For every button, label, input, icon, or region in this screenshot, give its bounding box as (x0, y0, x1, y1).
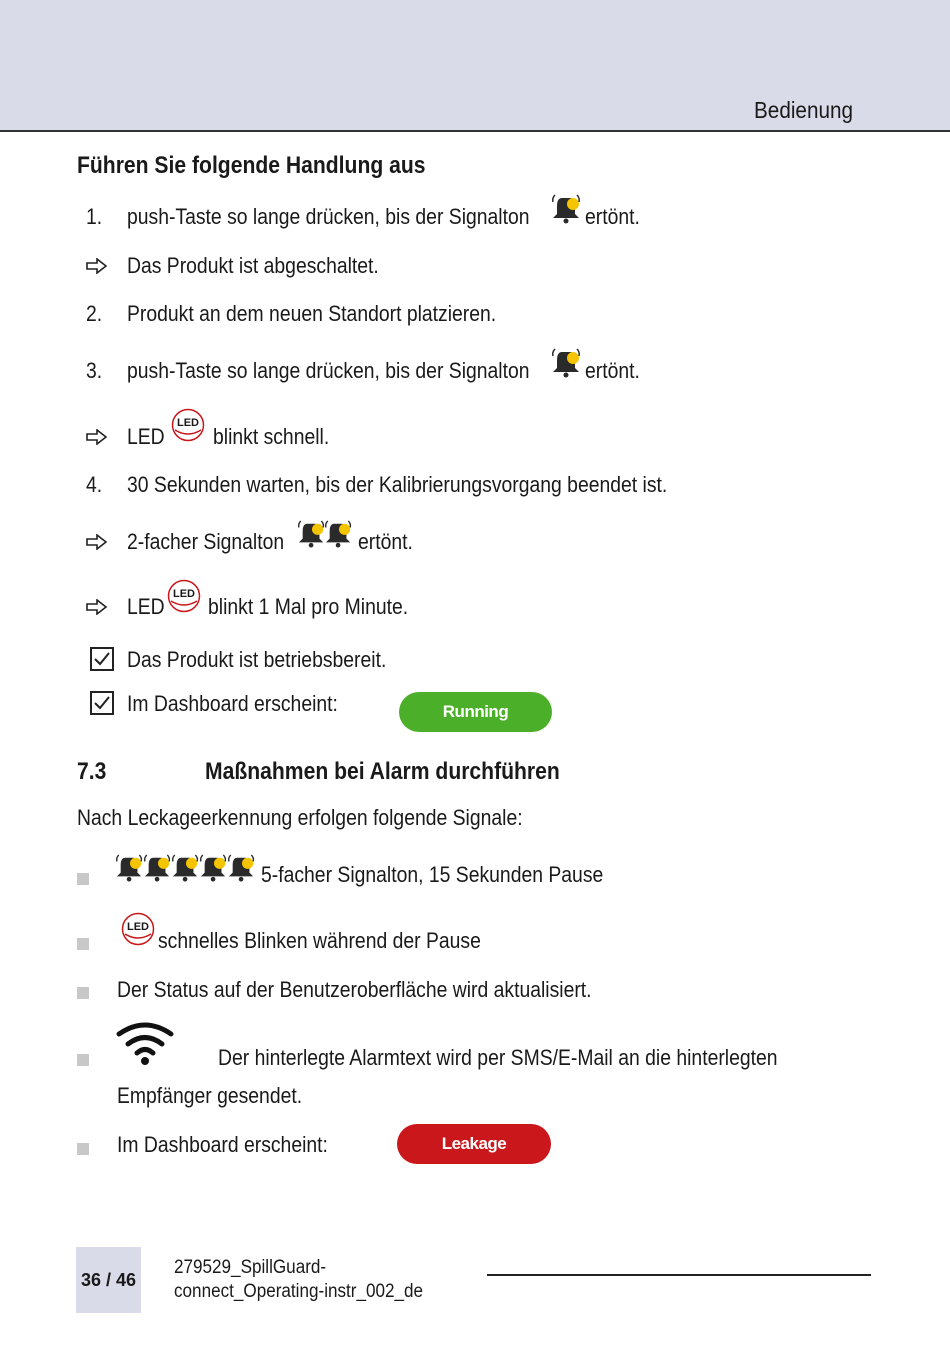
step-text: push-Taste so lange drücken, bis der Signalton (127, 204, 530, 229)
result-text-after: blinkt schnell. (213, 424, 330, 449)
result-text-after: blinkt 1 Mal pro Minute. (208, 594, 409, 619)
step-text: Produkt an dem neuen Standort platzieren. (127, 301, 497, 326)
step-number: 3. (86, 358, 103, 383)
result-text: Im Dashboard erscheint: (127, 691, 338, 716)
footer-rule (487, 1274, 871, 1276)
bullet (77, 987, 89, 999)
led-icon: LED (121, 912, 155, 946)
led-icon: LED (167, 579, 201, 613)
step-number: 4. (86, 472, 103, 497)
section-title: Maßnahmen bei Alarm durchführen (205, 758, 560, 785)
step-text-after: ertönt. (585, 358, 640, 383)
result-text: 2-facher Signalton (127, 529, 285, 554)
signal-text-continued: Empfänger gesendet. (117, 1083, 303, 1108)
result-arrow-icon (86, 534, 108, 550)
result-arrow-icon (86, 258, 108, 274)
wifi-icon (116, 1022, 174, 1066)
header-rule (0, 130, 950, 132)
bullet (77, 1143, 89, 1155)
five-signal-bell-icon (116, 852, 258, 884)
step-text-after: ertönt. (585, 204, 640, 229)
signal-bell-icon (552, 194, 582, 224)
signal-text: Der Status auf der Benutzeroberfläche wird aktualisiert. (117, 977, 592, 1002)
led-icon: LED (171, 408, 205, 442)
result-text: Das Produkt ist betriebsbereit. (127, 647, 387, 672)
result-text: LED (127, 424, 165, 449)
signal-text: 5-facher Signalton, 15 Sekunden Pause (261, 862, 604, 887)
result-text-after: ertönt. (358, 529, 413, 554)
page-number: 36 / 46 (76, 1247, 141, 1313)
document-id (174, 1256, 423, 1304)
bullet (77, 873, 89, 885)
running-status-badge: Running (399, 692, 552, 732)
signal-text: Im Dashboard erscheint: (117, 1132, 328, 1157)
signal-bell-icon (552, 348, 582, 378)
step-number: 1. (86, 204, 103, 229)
result-text: LED (127, 594, 165, 619)
procedure-heading: Führen Sie folgende Handlung aus (77, 152, 426, 179)
leakage-status-badge: Leakage (397, 1124, 551, 1164)
bullet (77, 938, 89, 950)
signal-text: schnelles Blinken während der Pause (158, 928, 481, 953)
bullet (77, 1054, 89, 1066)
result-text: Das Produkt ist abgeschaltet. (127, 253, 379, 278)
checkmark-icon (90, 647, 114, 671)
document-id-line1: 279529_SpillGuard- (174, 1257, 327, 1278)
step-number: 2. (86, 301, 103, 326)
result-arrow-icon (86, 599, 108, 615)
checkmark-icon (90, 691, 114, 715)
step-text: 30 Sekunden warten, bis der Kalibrierungsvorgang beendet ist. (127, 472, 668, 497)
document-id-line2: connect_Operating-instr_002_de (174, 1281, 424, 1302)
section-number: 7.3 (77, 758, 107, 785)
double-signal-bell-icon (298, 518, 354, 550)
signal-text: Der hinterlegte Alarmtext wird per SMS/E-Mail an die hinterlegten (218, 1045, 778, 1070)
chapter-label: Bedienung (754, 97, 853, 123)
result-arrow-icon (86, 429, 108, 445)
step-text: push-Taste so lange drücken, bis der Signalton (127, 358, 530, 383)
intro-text: Nach Leckageerkennung erfolgen folgende Signale: (77, 805, 523, 830)
